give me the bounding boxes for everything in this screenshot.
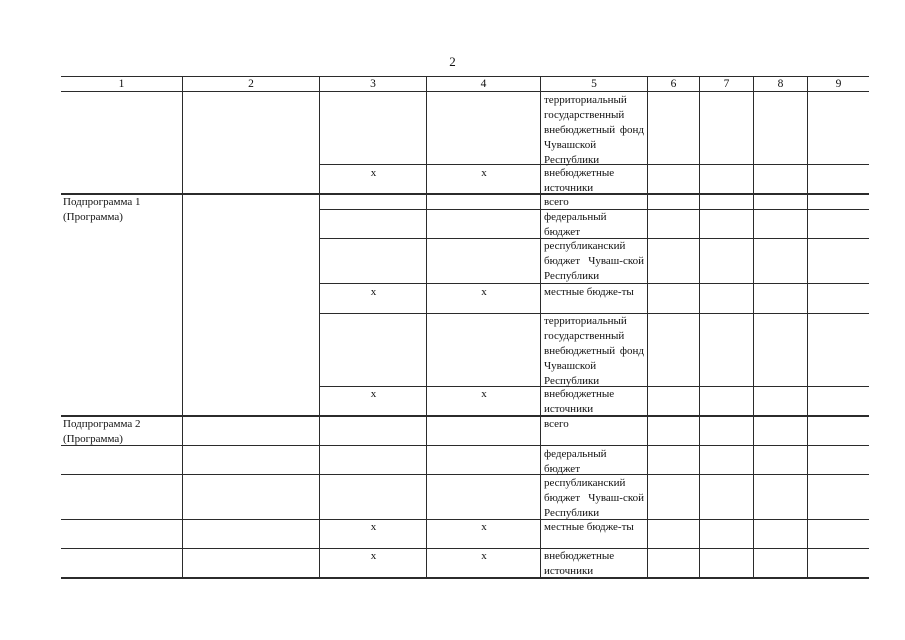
cell-col3: х: [370, 550, 377, 562]
column-header: 3: [370, 78, 376, 90]
subprogram-label: Подпрограмма 1 (Программа): [63, 196, 141, 223]
column-header: 7: [723, 78, 730, 90]
column-divider: [540, 76, 541, 578]
column-header: 8: [777, 78, 784, 90]
funding-source-cell: местные бюдже-ты: [544, 286, 634, 298]
funding-source-cell: внебюджетные источники: [544, 388, 615, 415]
funding-source-cell: республиканский бюджет Чуваш-ской Республики: [544, 240, 644, 282]
cell-col4: х: [481, 286, 487, 298]
column-divider: [426, 76, 427, 578]
funding-source-cell: внебюджетные источники: [544, 550, 615, 577]
column-header: 4: [480, 78, 487, 90]
cell-col3: х: [370, 286, 377, 298]
funding-source-cell: всего: [544, 418, 569, 430]
column-divider: [647, 76, 648, 578]
cell-col4: х: [481, 388, 487, 400]
cell-col4: х: [481, 167, 487, 179]
column-divider: [182, 76, 183, 578]
cell-col3: х: [370, 167, 377, 179]
column-header: 6: [670, 78, 677, 90]
funding-source-cell: местные бюдже-ты: [544, 521, 634, 533]
funding-source-cell: федеральный бюджет: [544, 448, 607, 475]
column-header: 5: [591, 78, 597, 90]
column-header: 1: [118, 78, 125, 90]
cell-col4: х: [481, 550, 487, 562]
column-divider: [753, 76, 754, 578]
funding-source-cell: территориальный государственный внебюджетный фонд Чувашской Республики: [544, 94, 644, 166]
funding-source-cell: республиканский бюджет Чуваш-ской Республики: [544, 477, 644, 519]
funding-source-cell: всего: [544, 196, 569, 208]
column-header: 2: [248, 78, 254, 90]
funding-source-cell: территориальный государственный внебюджетный фонд Чувашской Республики: [544, 315, 644, 387]
subprogram-label: Подпрограмма 2 (Программа): [63, 418, 141, 445]
funding-source-cell: внебюджетные источники: [544, 167, 615, 194]
cell-col3: х: [370, 521, 377, 533]
column-divider: [807, 76, 808, 578]
cell-col3: х: [370, 388, 377, 400]
column-divider: [319, 76, 320, 578]
page-number: 2: [449, 54, 456, 69]
column-header: 9: [835, 78, 842, 90]
column-divider: [699, 76, 700, 578]
cell-col4: х: [481, 521, 487, 533]
funding-source-cell: федеральный бюджет: [544, 211, 607, 238]
